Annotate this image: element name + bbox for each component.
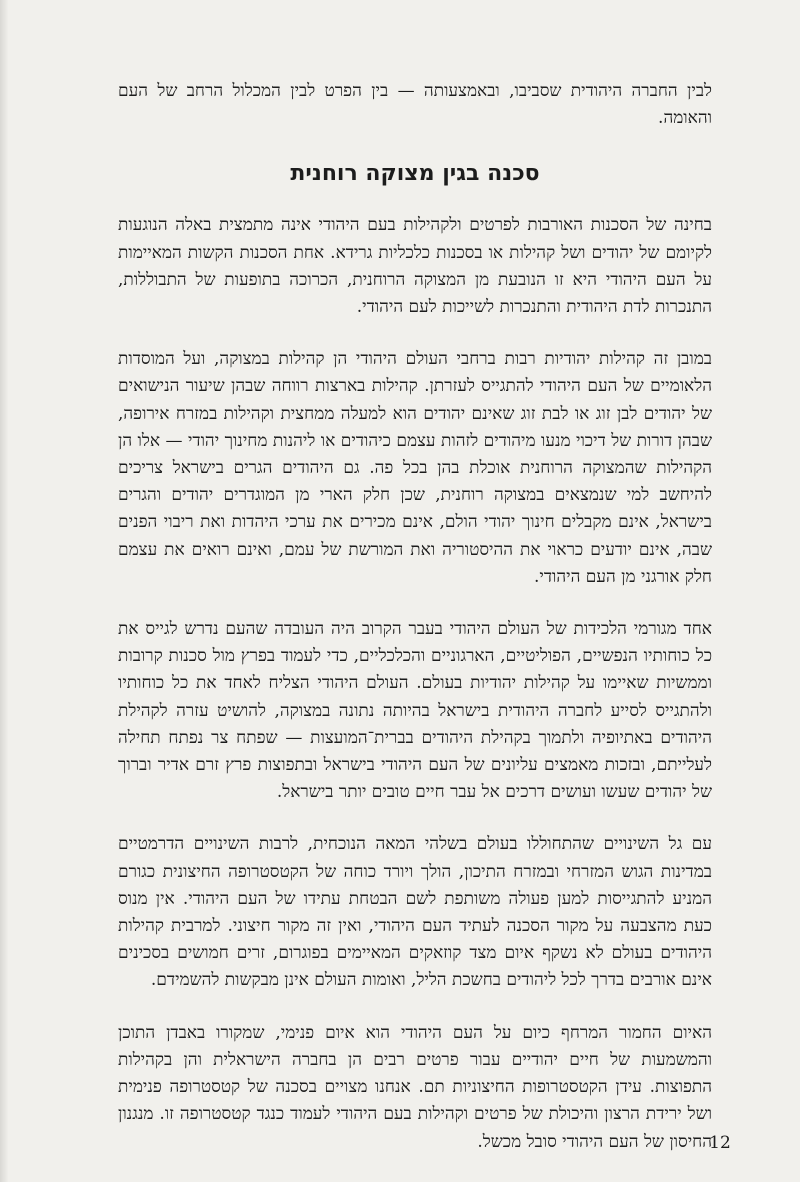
opening-paragraph: לבין החברה היהודית שסביבו, ובאמצעותה — בין הפרט לבין המכלול הרחב של העם והאומה.: [118, 81, 712, 129]
page-number: 12: [709, 1133, 731, 1153]
section-title: סכנה בגין מצוקה רוחנית: [290, 161, 540, 187]
page-content: [118, 78, 712, 1156]
body-paragraph-3: אחד מגורמי הלכידות של העולם היהודי בעבר הקרוב היה העובדה שהעם נדרש לגייס את כל כוחותיו הנפשיים, הפוליטיים, הארגוניים והכלכליים, כדי לעמוד בפרץ מול סכנות קרובות וממשיות שאיימו על קהילות יהודיות בעולם. העולם היהודי הצליח לאחד את כל כוחותיו ולהתגייס לסייע לחברה היהודית בישראל בהיותה נתונה במצוקה, להושיט עזרה לקהילת היהודים באתיופיה ולתמוך בקהילת היהודים בברית־המועצות — שפתח צר נפתח תחילה לעלייתם, ובזכות מאמצים עליונים של העם היהודי בישראל ובתפוצות פרץ זרם אדיר וברוך של יהודים שעשו ועושים דרכים אל עבר חיים טובים יותר בישראל.: [118, 619, 712, 803]
body-paragraph-2: במובן זה קהילות יהודיות רבות ברחבי העולם היהודי הן קהילות במצוקה, ועל המוסדות הלאומיים של העם היהודי להתגייס לעזרתן. קהילות בארצות רווחה שבהן שיעור הנישואים של יהודים לבן זוג או לבת זוג שאינם יהודים הוא למעלה ממחצית וקהילות במזרח אירופה, שבהן דורות של דיכוי מנעו מיהודים לזהות עצמם כיהודים או ליהנות מחינוך יהודי — אלו הן הקהילות שהמצוקה הרוחנית אוכלת בהן בכל פה. גם היהודים הגרים בישראל צריכים להיחשב למי שנמצאים במצוקה רוחנית, שכן חלק הארי מן המוגדרים יהודים והגרים בישראל, אינם מקבלים חינוך יהודי הולם, אינם מכירים את ערכי היהדות ואת ריבוי הפנים שבה, אינם יודעים כראוי את ההיסטוריה ואת המורשת של עמם, ואינם רואים את עצמם חלק אורגני מן העם היהודי.: [118, 349, 712, 587]
page-spine-shadow: [0, 0, 8, 1182]
body-paragraph-1: בחינה של הסכנות האורבות לפרטים ולקהילות בעם היהודי אינה מתמצית באלה הנוגעות לקיומם של יהודים ושל קהילות או בסכנות כלכליות גרידא. אחת הסכנות הקשות המאיימות על העם היהודי היא זו הנובעת מן המצוקה הרוחנית, הכרוכה בתופעות של התבוללות, התנכרות לדת היהודית והתנכרות לשייכות לעם היהודי.: [118, 215, 712, 318]
body-paragraph-5: האיום החמור המרחף כיום על העם היהודי הוא איום פנימי, שמקורו באבדן התוכן והמשמעות של חיים יהודיים עבור פרטים רבים הן בחברה הישראלית והן בקהילות התפוצות. עידן הקטסטרופות החיצוניות תם. אנחנו מצויים בסכנה של קטסטרופה פנימית ושל ירידת הרצון והיכולת של פרטים וקהילות בעם היהודי לעמוד כנגד קטסטרופה זו. מנגנון החיסון של העם היהודי סובל מכשל.: [118, 1022, 712, 1152]
body-paragraph-4: עם גל השינויים שהתחוללו בעולם בשלהי המאה הנוכחית, לרבות השינויים הדרמטיים במדינות הגוש המזרחי ובמזרח התיכון, הולך ויורד כוחה של הקטסטרופה החיצונית כגורם המניע להתגייסות למען פעולה משותפת לשם הבטחת עתידו של העם היהודי. אין מנוס כעת מהצבעה על מקור הסכנה לעתיד העם היהודי, ואין זה מקור חיצוני. למרבית קהילות היהודים בעולם לא נשקף איום מצד קוזאקים המאיימים בפוגרום, זרים חמושים בסכינים אינם אורבים בדרך לכל ליהודים בחשכת הליל, ואומות העולם אינן מבקשות להשמידם.: [118, 834, 712, 991]
